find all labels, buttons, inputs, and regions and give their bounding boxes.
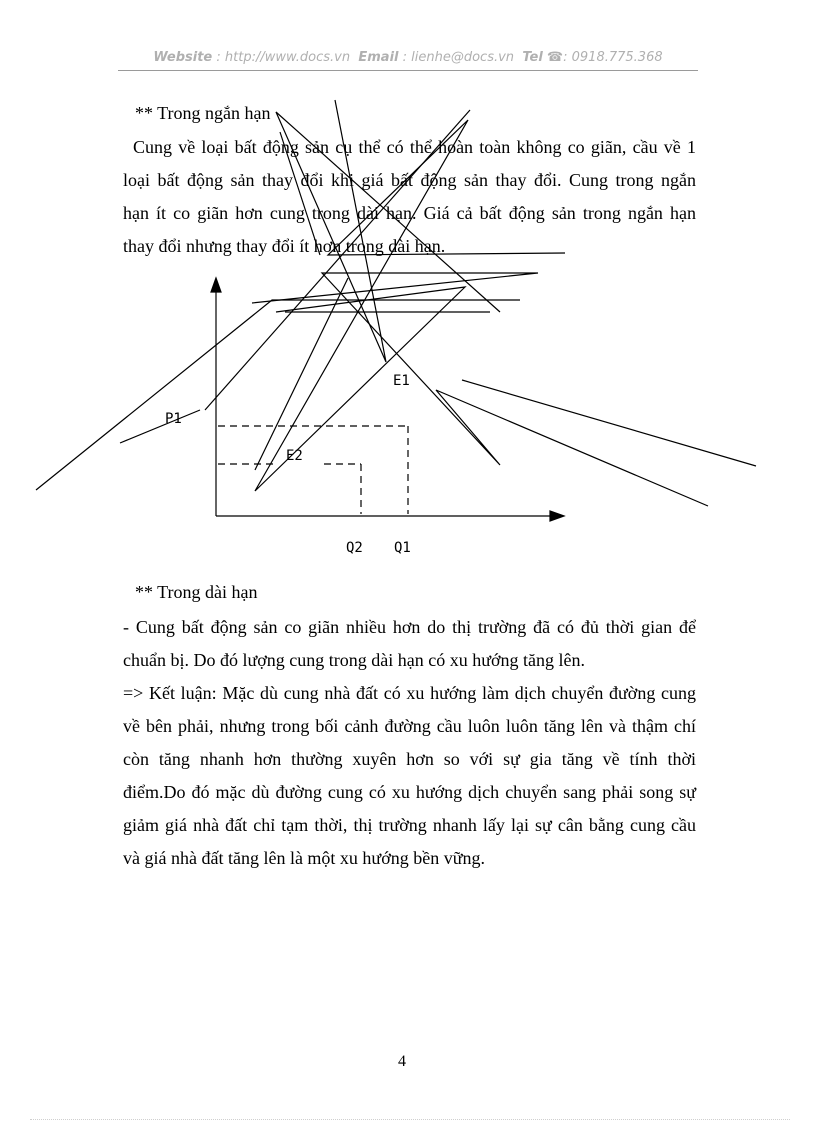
email-value: : lienhe@docs.vn <box>402 50 515 65</box>
label-q1: Q1 <box>394 540 411 556</box>
label-e1: E1 <box>393 373 410 389</box>
section2-heading: ** Trong dài hạn <box>135 582 258 602</box>
label-q2: Q2 <box>346 540 363 556</box>
curve-lines <box>36 100 756 506</box>
guide-lines <box>218 426 408 514</box>
paragraph-line: về bên phải, nhưng trong bối cảnh đường cầu luôn luôn tăng lên và thậm chí <box>123 716 696 736</box>
x-axis-arrow <box>550 511 564 521</box>
label-e2: E2 <box>286 448 303 464</box>
website-label: Website <box>153 50 213 65</box>
section2-paragraph-1 <box>123 611 696 677</box>
tel-value: : 0918.775.368 <box>563 50 663 65</box>
y-axis-arrow <box>211 278 221 292</box>
paragraph-line: thay đổi nhưng thay đổi ít hơn trong dài hạn. <box>123 236 446 256</box>
footer-rule <box>30 1119 790 1120</box>
paragraph-line: hạn ít co giãn hơn cung trong dài hạn. Giá cả bất động sản trong ngắn hạn <box>123 203 696 223</box>
supply-demand-diagram <box>0 90 816 570</box>
paragraph-line: chuẩn bị. Do đó lượng cung trong dài hạn có xu hướng tăng lên. <box>123 650 585 670</box>
tel-label: Tel <box>522 50 543 65</box>
paragraph-line: => Kết luận: Mặc dù cung nhà đất có xu hướng làm dịch chuyển đường cung <box>123 683 696 703</box>
header-rule <box>118 70 698 71</box>
paragraph-line: - Cung bất động sản co giãn nhiều hơn do thị trường đã có đủ thời gian để <box>123 617 696 637</box>
page-number: 4 <box>398 1053 406 1070</box>
section1-heading: ** Trong ngắn hạn <box>135 103 271 123</box>
paragraph-line: và giá nhà đất tăng lên là một xu hướng bền vững. <box>123 848 485 868</box>
paragraph-line: điểm.Do đó mặc dù đường cung có xu hướng dịch chuyển sang phải song sự <box>123 782 696 802</box>
paragraph-line: Cung về loại bất động sản cụ thể có thể hoàn toàn không co giãn, cầu về 1 <box>133 137 696 157</box>
section2-paragraph-2 <box>123 677 696 875</box>
paragraph-line: loại bất động sản thay đổi khi giá bất động sản thay đổi. Cung trong ngắn <box>123 170 696 190</box>
label-p1: P1 <box>165 411 182 427</box>
phone-icon: ☎ <box>546 50 564 65</box>
page-header <box>118 50 698 65</box>
paragraph-line: còn tăng nhanh hơn thường xuyên hơn so với sự gia tăng về tính thời <box>123 749 696 769</box>
paragraph-line: giảm giá nhà đất chỉ tạm thời, thị trường nhanh lấy lại sự cân bằng cung cầu <box>123 815 696 835</box>
website-value: : http://www.docs.vn <box>216 50 351 65</box>
email-label: Email <box>358 50 399 65</box>
